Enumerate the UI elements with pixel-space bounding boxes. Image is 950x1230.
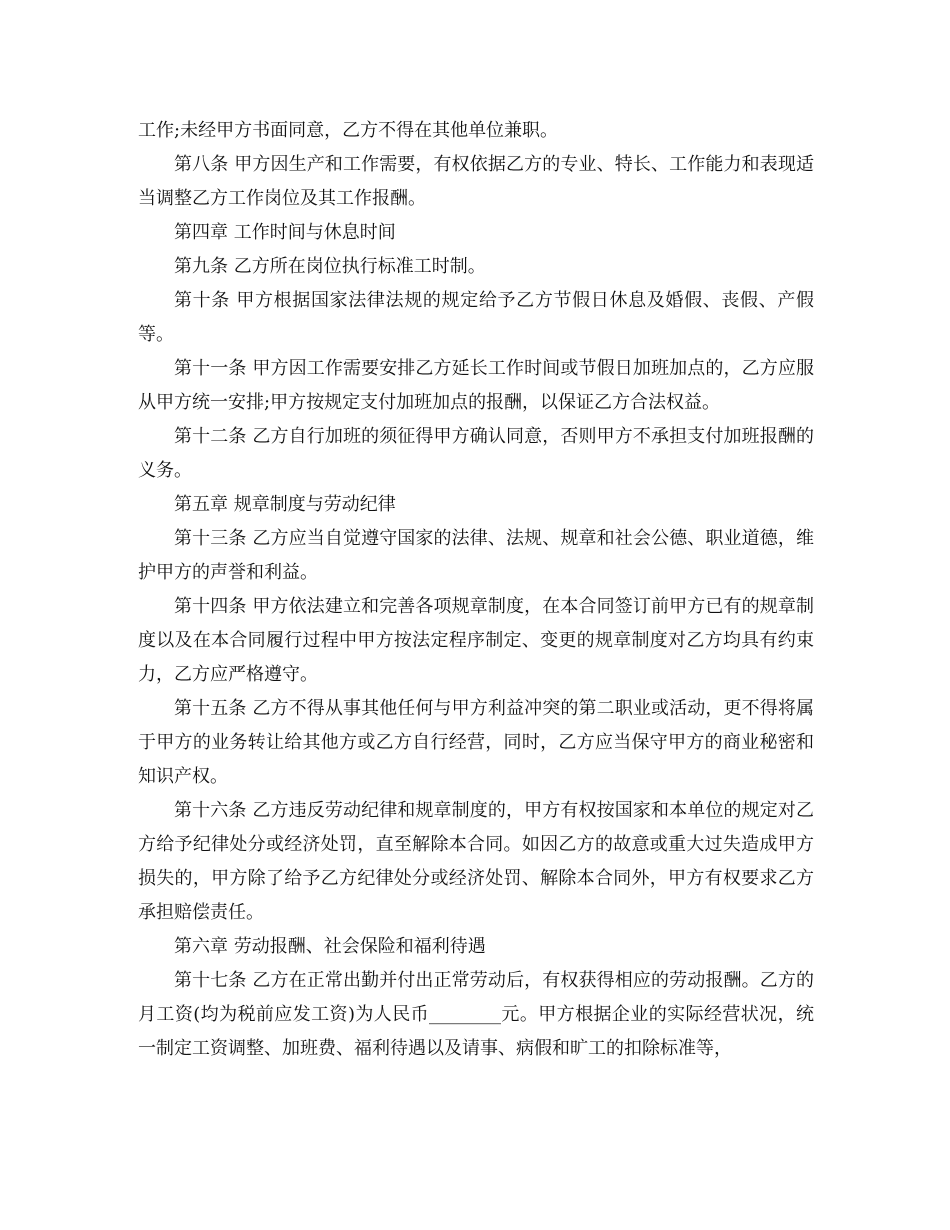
article-10: 第十条 甲方根据国家法律法规的规定给予乙方节假日休息及婚假、丧假、产假等。 (138, 290, 814, 345)
article-9: 第九条 乙方所在岗位执行标准工时制。 (174, 256, 486, 277)
chapter-6-heading: 第六章 劳动报酬、社会保险和福利待遇 (174, 936, 486, 957)
article-14: 第十四条 甲方依法建立和完善各项规章制度，在本合同签订前甲方已有的规章制度以及在本合同履行过程中甲方按法定程序制定、变更的规章制度对乙方均具有约束力，乙方应严格遵守。 (138, 596, 814, 685)
paragraph-continuation: 工作;未经甲方书面同意，乙方不得在其他单位兼职。 (138, 120, 559, 141)
article-16: 第十六条 乙方违反劳动纪律和规章制度的，甲方有权按国家和本单位的规定对乙方给予纪律处分或经济处罚，直至解除本合同。如因乙方的故意或重大过失造成甲方损失的，甲方除了给予乙方纪律处分或经济处罚、解除本合同外，甲方有权要求乙方承担赔偿责任。 (138, 800, 814, 923)
chapter-5-heading: 第五章 规章制度与劳动纪律 (174, 494, 396, 515)
article-15: 第十五条 乙方不得从事其他任何与甲方利益冲突的第二职业或活动，更不得将属于甲方的业务转让给其他方或乙方自行经营，同时，乙方应当保守甲方的商业秘密和知识产权。 (138, 698, 814, 787)
article-11: 第十一条 甲方因工作需要安排乙方延长工作时间或节假日加班加点的，乙方应服从甲方统一安排;甲方按规定支付加班加点的报酬，以保证乙方合法权益。 (138, 358, 814, 413)
article-8: 第八条 甲方因生产和工作需要，有权依据乙方的专业、特长、工作能力和表现适当调整乙方工作岗位及其工作报酬。 (138, 154, 814, 209)
article-13: 第十三条 乙方应当自觉遵守国家的法律、法规、规章和社会公德、职业道德，维护甲方的声誉和利益。 (138, 528, 814, 583)
article-17: 第十七条 乙方在正常出勤并付出正常劳动后，有权获得相应的劳动报酬。乙方的月工资(均为税前应发工资)为人民币________元。甲方根据企业的实际经营状况，统一制定工资调整、加班费、福利待遇以及请事、病假和旷工的扣除标准等， (138, 970, 814, 1059)
chapter-4-heading: 第四章 工作时间与休息时间 (174, 222, 396, 243)
article-12: 第十二条 乙方自行加班的须征得甲方确认同意，否则甲方不承担支付加班报酬的义务。 (138, 426, 814, 481)
